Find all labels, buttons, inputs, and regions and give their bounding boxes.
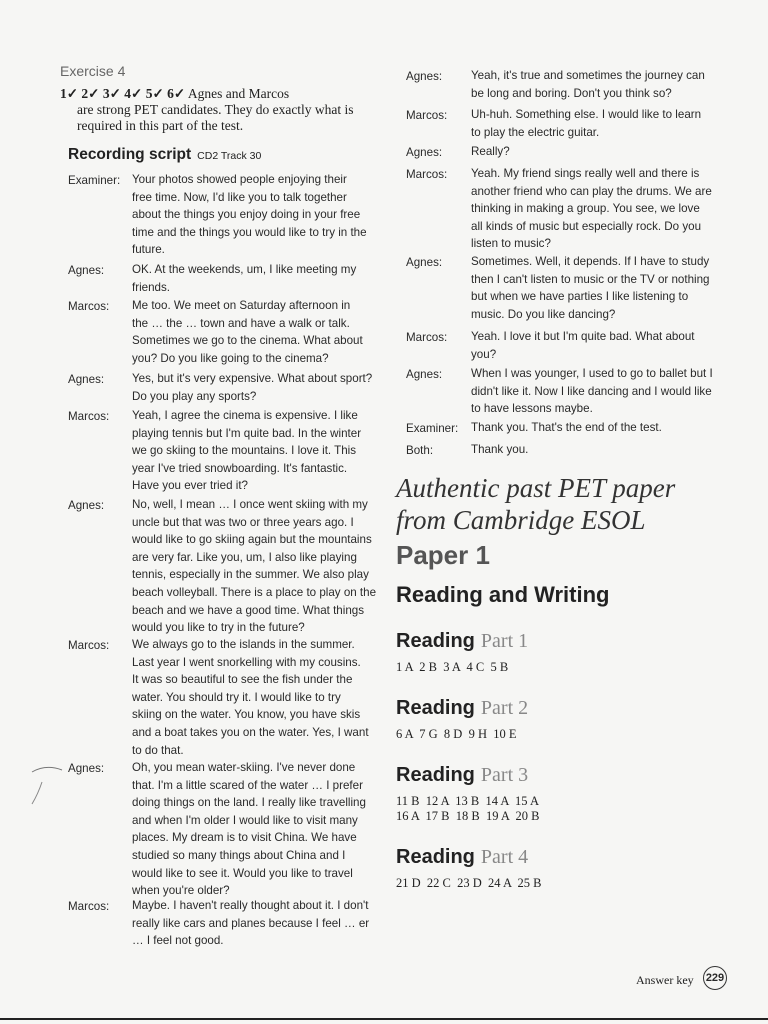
reading-part-heading (396, 630, 528, 653)
dialogue-line: Have you ever tried it? (132, 479, 248, 493)
dialogue-line: skiing on the water. You know, you have skis (132, 708, 361, 722)
speaker-label: Agnes: (68, 499, 105, 512)
dialogue-line: the … the … town and have a walk or talk. (132, 316, 350, 330)
part-label: Part 1 (480, 630, 529, 652)
speaker-label: Examiner: (68, 174, 121, 187)
speaker-label: Examiner: (406, 422, 459, 435)
dialogue-line: Really? (471, 145, 510, 158)
speaker-label: Marcos: (406, 168, 448, 181)
dialogue-line: would you like to try in the future? (132, 621, 305, 635)
dialogue-line: Yeah, I agree the cinema is expensive. I like (132, 409, 358, 422)
answer-line: 16 A 17 B 18 B 19 A 20 B (396, 809, 540, 823)
dialogue-line: and a boat takes you on the water. Yes, I want (132, 726, 369, 739)
dialogue-line: are very far. Like you, um, I also like playing (132, 550, 357, 564)
dialogue-line: really like cars and planes because I feel … er (132, 916, 370, 930)
dialogue-line: Oh, you mean water-skiing. I've never done (132, 761, 356, 774)
dialogue-line: beach volleyball. There is a place to play on the (132, 586, 377, 599)
dialogue-line: Thank you. (471, 443, 529, 456)
dialogue-line: Last year I went snorkelling with my cousins. (132, 655, 361, 669)
dialogue-line: When I was younger, I used to go to ballet but I (471, 367, 713, 380)
dialogue-line: to do that. (132, 743, 184, 757)
dialogue-line: you? Do you like going to the cinema? (132, 351, 329, 365)
speaker-label: Agnes: (406, 368, 443, 381)
dialogue-line: … I feel not good. (132, 934, 224, 948)
dialogue-line: Sometimes we go to the cinema. What about (132, 334, 363, 348)
reading-label: Reading (396, 630, 475, 652)
dialogue-line: would like to go skiing again but the mountains (132, 533, 372, 547)
speaker-label: Agnes: (406, 146, 443, 159)
speaker-label: Agnes: (406, 256, 443, 269)
dialogue-line: Yes, but it's very expensive. What about sport? (132, 372, 373, 385)
exercise-marks: 1✓ 2✓ 3✓ 4✓ 5✓ 6✓ (60, 86, 186, 101)
answer-line: 21 D 22 C 23 D 24 A 25 B (396, 876, 542, 890)
dialogue-line: Do you play any sports? (132, 389, 257, 403)
reading-label: Reading (396, 846, 475, 868)
dialogue-line: to have lessons maybe. (471, 402, 593, 416)
reading-label: Reading (396, 764, 475, 786)
dialogue-line: you? (471, 347, 497, 361)
paper-heading: Paper 1 (396, 540, 490, 570)
reading-part-heading (396, 846, 528, 869)
answer-line: 1 A 2 B 3 A 4 C 5 B (396, 660, 509, 674)
answer-line: 6 A 7 G 8 D 9 H 10 E (396, 727, 517, 741)
speaker-label: Agnes: (68, 264, 105, 277)
dialogue-line: to play the electric guitar. (471, 125, 600, 139)
dialogue-line: be long and boring. Don't you think so? (471, 86, 672, 100)
dialogue-line: OK. At the weekends, um, I like meeting my (132, 263, 357, 276)
speaker-label: Marcos: (406, 331, 448, 344)
dialogue-line: Maybe. I haven't really thought about it. I don't (132, 899, 369, 912)
speaker-label: Marcos: (68, 410, 110, 423)
dialogue-line: we go skiing to the mountains. I love it. This (132, 444, 357, 458)
exercise-text-line: required in this part of the test. (77, 118, 244, 133)
reading-label: Reading (396, 697, 475, 719)
speaker-label: Agnes: (68, 373, 105, 386)
reading-part-heading (396, 697, 528, 720)
dialogue-line: friends. (132, 280, 171, 294)
dialogue-line: We always go to the islands in the summer. (132, 638, 355, 651)
reading-writing-heading: Reading and Writing (396, 582, 610, 607)
recording-script-heading (68, 146, 261, 164)
speaker-label: Agnes: (406, 70, 443, 83)
dialogue-line: Thank you. That's the end of the test. (471, 421, 662, 434)
exercise-heading: Exercise 4 (60, 63, 126, 79)
dialogue-line: playing tennis but I'm quite bad. In the winter (132, 426, 362, 440)
dialogue-line: would like to see it. Would you like to travel (132, 866, 353, 880)
dialogue-line: beach and we have a good time. What things (132, 603, 365, 617)
dialogue-line: all kinds of music but especially rock. Do you (471, 219, 702, 233)
page-number: 229 (703, 966, 727, 990)
dialogue-line: doing things on the land. I really like travelling (132, 796, 366, 810)
dialogue-line: didn't like it. Now I like dancing and I would like (471, 384, 712, 398)
answer-line: 11 B 12 A 13 B 14 A 15 A (396, 794, 539, 808)
speaker-label: Marcos: (68, 900, 110, 913)
section-title (396, 472, 675, 536)
answer-key-label: Answer key (636, 973, 694, 987)
section-title-line: from Cambridge ESOL (396, 505, 646, 535)
dialogue-line: Yeah. My friend sings really well and there is (471, 167, 700, 180)
dialogue-line: Me too. We meet on Saturday afternoon in (132, 299, 351, 312)
dialogue-line: Yeah, it's true and sometimes the journey can (471, 69, 705, 82)
dialogue-line: studied so many things about China and I (132, 849, 346, 862)
dialogue-line: thinking in making a group. You see, we love (471, 202, 700, 216)
dialogue-line: Yeah. I love it but I'm quite bad. What about (471, 330, 695, 343)
dialogue-line: that. I'm a little scared of the water … I prefer (132, 778, 363, 792)
dialogue-line: uncle but that was two or three years ago. I (132, 515, 354, 529)
dialogue-line: music. Do you like dancing? (471, 307, 616, 321)
reading-part-heading (396, 764, 528, 787)
speaker-label: Both: (406, 444, 434, 457)
exercise-text-line: are strong PET candidates. They do exactly what is (77, 102, 354, 117)
dialogue-line: and when I'm older I would like to visit many (132, 813, 358, 827)
dialogue-line: another friend who can play the drums. We are (471, 184, 712, 198)
speaker-label: Agnes: (68, 762, 105, 775)
recording-track: CD2 Track 30 (197, 150, 262, 162)
speaker-label: Marcos: (68, 300, 110, 313)
dialogue-line: free time. Now, I'd like you to talk together (132, 190, 347, 204)
speaker-label: Marcos: (68, 639, 110, 652)
dialogue-line: time and the things you would like to try in the (132, 225, 367, 239)
recording-title: Recording script (68, 146, 192, 163)
speaker-label: Marcos: (406, 109, 448, 122)
dialogue-line: water. You should try it. I would like to try (132, 690, 341, 704)
dialogue-line: year I've tried snowboarding. It's fantastic. (132, 461, 348, 475)
part-label: Part 3 (480, 764, 529, 786)
dialogue-line: Sometimes. Well, it depends. If I have to study (471, 255, 710, 268)
part-label: Part 2 (480, 697, 529, 719)
dialogue-line: places. My dream is to visit China. We have (132, 831, 357, 845)
section-title-line: Authentic past PET paper (396, 473, 676, 503)
dialogue-line: No, well, I mean … I once went skiing with my (132, 498, 368, 511)
exercise-text (60, 86, 370, 134)
dialogue-line: Your photos showed people enjoying their (132, 173, 347, 186)
dialogue-line: It was so beautiful to see the fish under the (132, 673, 353, 687)
dialogue-line: but when we have parties I like listening to (471, 290, 689, 304)
dialogue-line: listen to music? (471, 237, 551, 251)
dialogue-line: tennis, especially in the summer. We also play (132, 568, 369, 582)
pencil-mark-icon (28, 760, 68, 820)
exercise-text-line: Agnes and Marcos (187, 86, 290, 101)
dialogue-line: about the things you enjoy doing in your free (132, 208, 361, 222)
bottom-rule (0, 1018, 768, 1020)
dialogue-line: when you're older? (132, 884, 230, 898)
part-label: Part 4 (480, 846, 529, 868)
dialogue-line: future. (132, 243, 165, 257)
dialogue-line: Uh-huh. Something else. I would like to learn (471, 108, 702, 121)
dialogue-line: then I can't listen to music or the TV or nothing (471, 272, 710, 286)
